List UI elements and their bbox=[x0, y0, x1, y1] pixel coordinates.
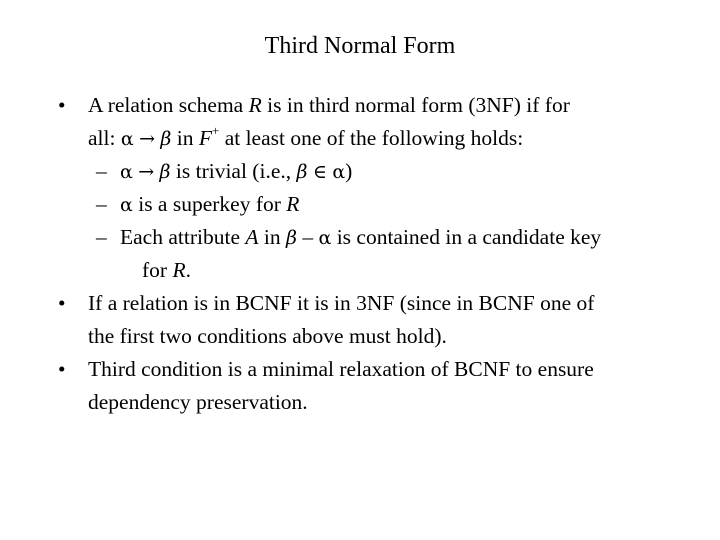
sub3-line2: for R. bbox=[142, 258, 191, 282]
bullet1-line1: A relation schema R is in third normal form (3NF) if for bbox=[88, 93, 570, 117]
bullet-marker: • bbox=[58, 357, 66, 381]
bullet3-line1: Third condition is a minimal relaxation of BCNF to ensure bbox=[88, 357, 594, 381]
slide-title: Third Normal Form bbox=[264, 33, 456, 59]
sub1-line: α → β is trivial (i.e., β ∈ α) bbox=[120, 159, 353, 183]
sub3-line1: Each attribute A in β – α is contained in a candidate key bbox=[120, 225, 602, 249]
bullet2-line1: If a relation is in BCNF it is in 3NF (since in BCNF one of bbox=[88, 291, 595, 315]
sub-dash-marker: – bbox=[96, 192, 107, 216]
bullet-marker: • bbox=[58, 93, 66, 117]
sub-dash-marker: – bbox=[96, 225, 107, 249]
bullet1-line2: all: α → β in F+ at least one of the following holds: bbox=[88, 122, 524, 150]
sub2-line: α is a superkey for R bbox=[120, 192, 300, 216]
sub-dash-marker: – bbox=[96, 159, 107, 183]
bullet-marker: • bbox=[58, 291, 66, 315]
bullet3-line2: dependency preservation. bbox=[88, 390, 308, 414]
bullet2-line2: the first two conditions above must hold). bbox=[88, 324, 447, 348]
